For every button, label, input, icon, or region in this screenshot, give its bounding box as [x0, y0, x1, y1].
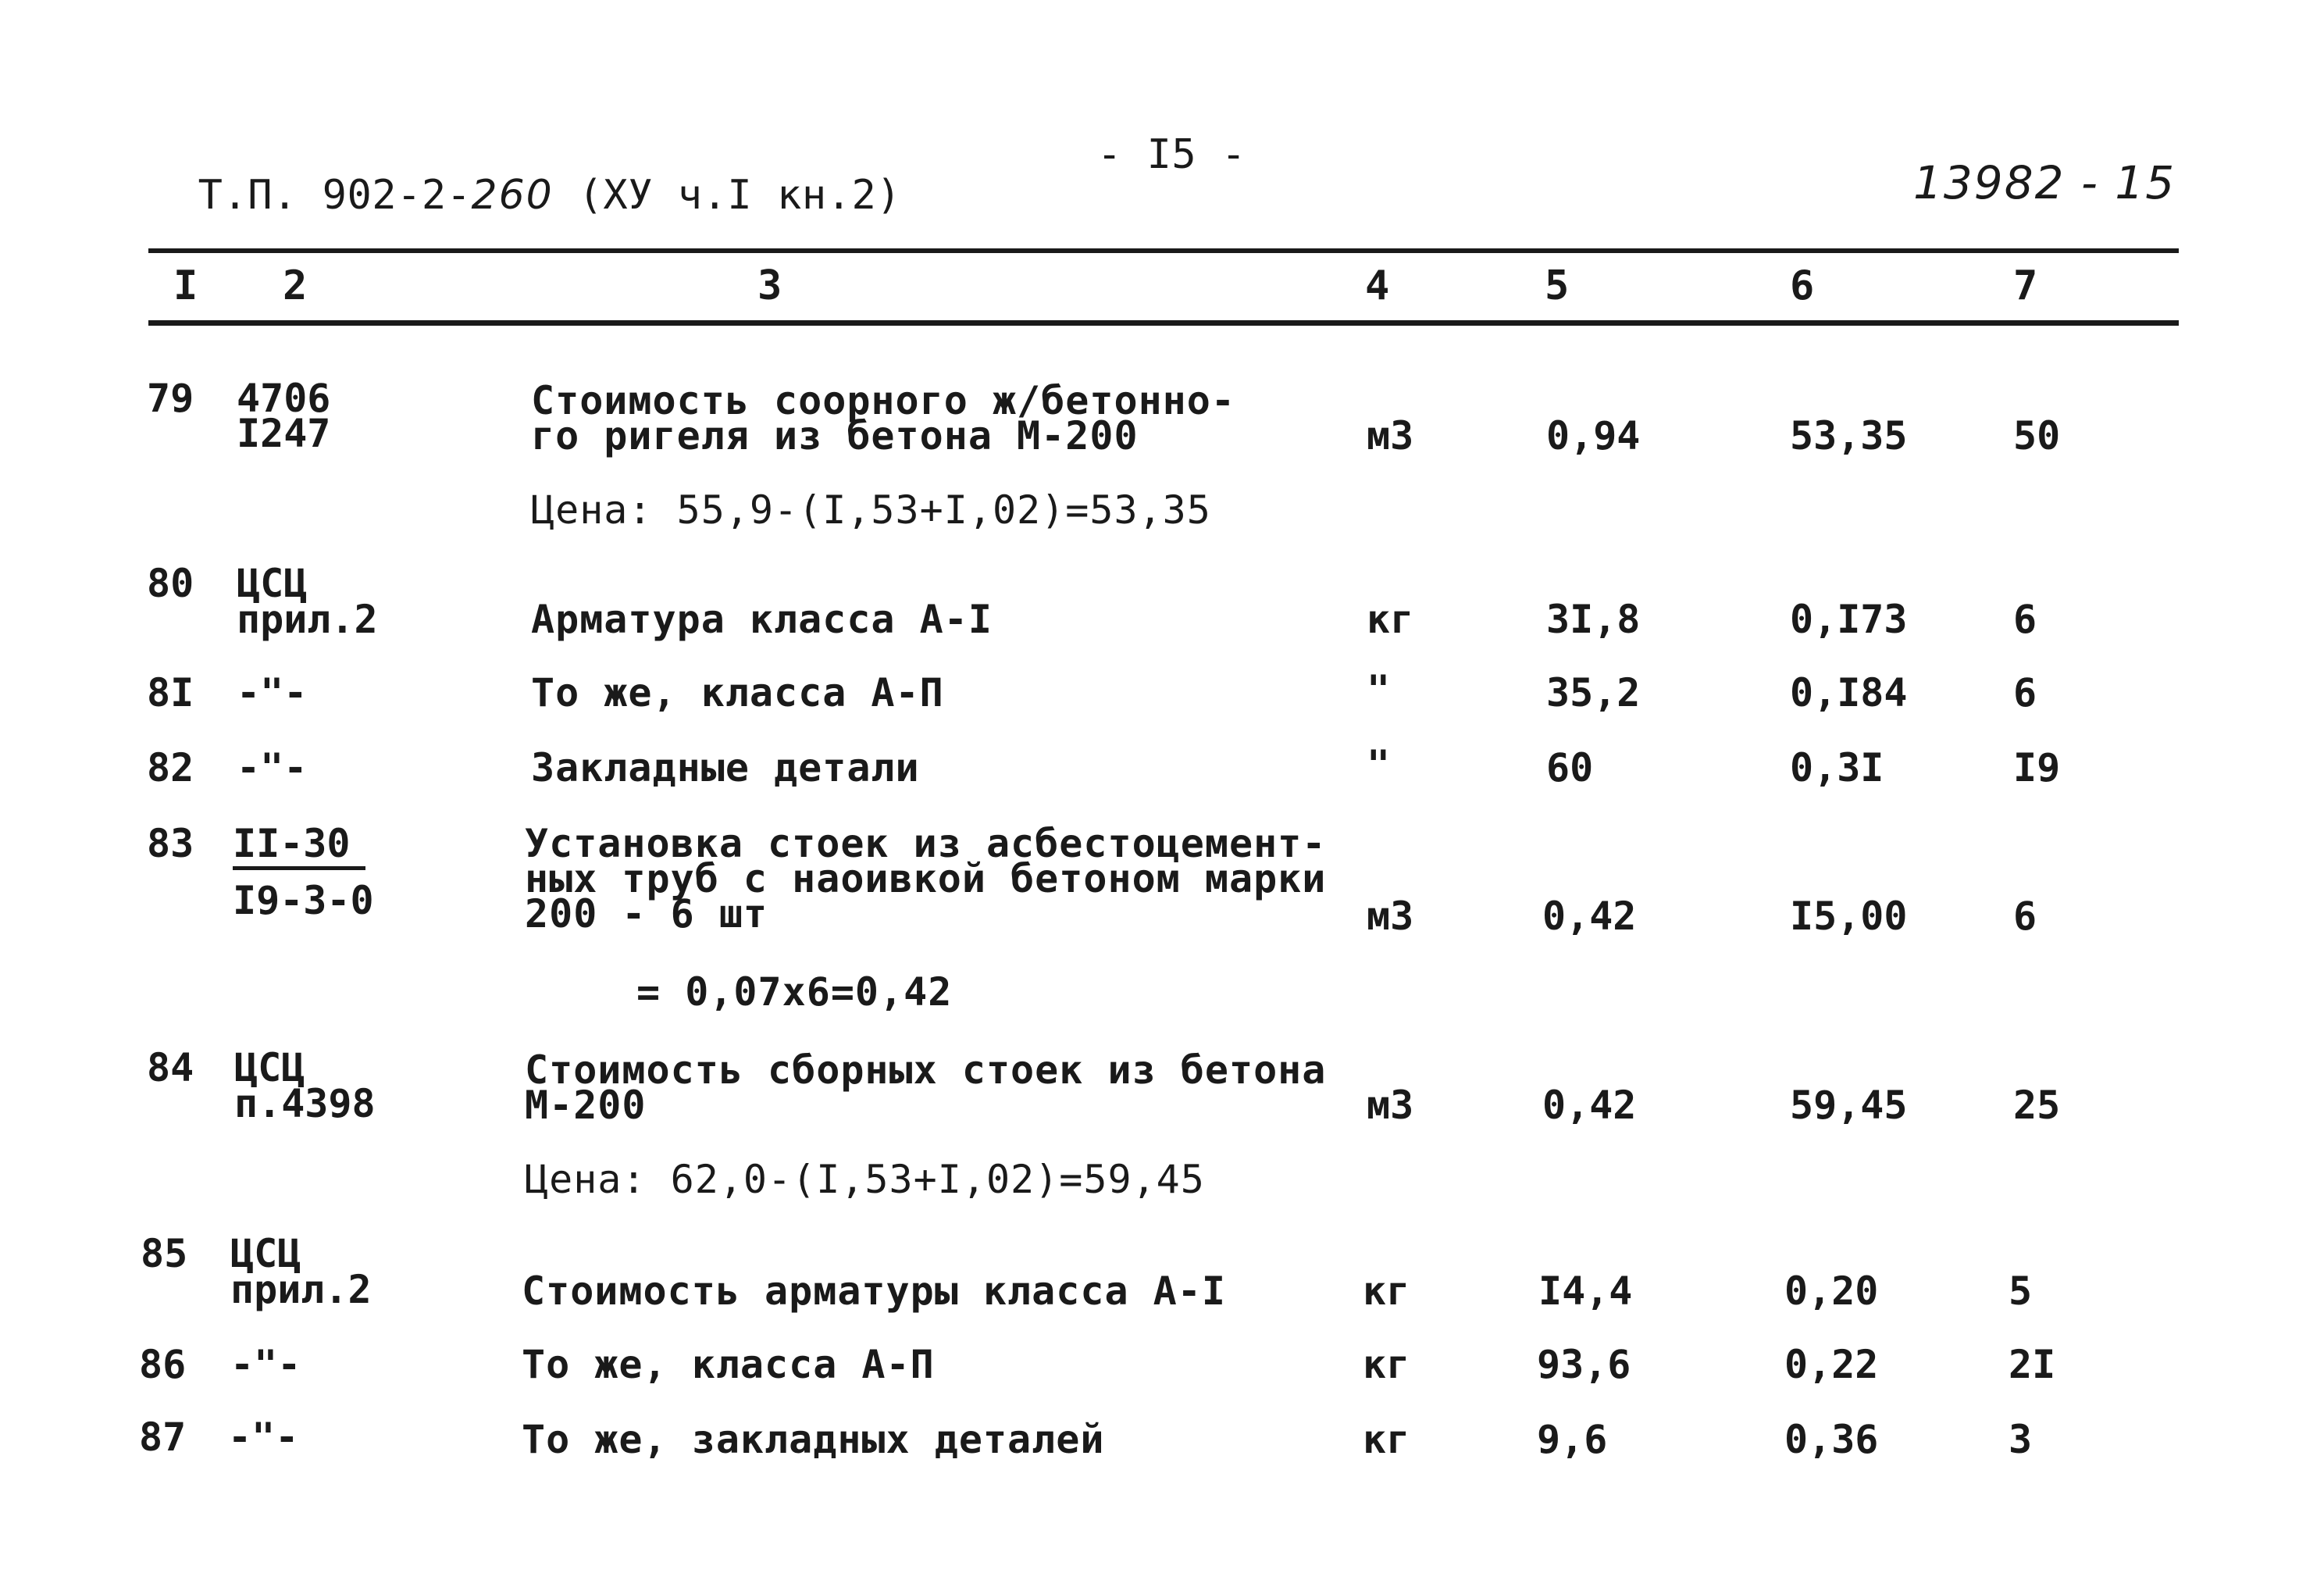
row-unit: м3	[1367, 1083, 1414, 1128]
row-total: 6	[2013, 894, 2037, 939]
row-total: 5	[2009, 1268, 2033, 1314]
col-header-7: 7	[2013, 262, 2038, 309]
row-description: Стоимость арматуры класса А-I	[522, 1268, 1226, 1314]
row-unit: "	[1367, 742, 1391, 787]
row-number: 82	[147, 745, 194, 790]
row-price: 59,45	[1790, 1083, 1908, 1128]
row-total: 2I	[2009, 1342, 2056, 1387]
col-header-2: 2	[283, 262, 308, 309]
row-number: 80	[147, 561, 194, 606]
document-code-suffix: (ХУ ч.I кн.2)	[578, 172, 902, 219]
row-quantity: 0,94	[1546, 413, 1641, 458]
row-description: 200 - 6 шт	[525, 891, 768, 937]
row-description: То же, класса А-П	[522, 1342, 935, 1387]
row-number: 87	[139, 1415, 187, 1460]
row-total: 3	[2009, 1417, 2033, 1462]
row-note: = 0,07х6=0,42	[636, 969, 953, 1015]
col-header-6: 6	[1790, 262, 1815, 309]
row-description: Стоимость сборных стоек из бетона	[525, 1047, 1327, 1093]
row-description: Стоимость соорного ж/бетонно-	[531, 378, 1235, 423]
row-description: го ригеля из бетона М-200	[531, 413, 1139, 458]
row-price: 0,22	[1784, 1342, 1879, 1387]
row-code: ЦСЦ	[234, 1045, 305, 1090]
row-price: 0,3I	[1790, 745, 1884, 790]
row-price: 0,I84	[1790, 670, 1908, 715]
row-price: 0,36	[1784, 1417, 1879, 1462]
row-unit: "	[1367, 667, 1391, 712]
col-header-3: 3	[757, 262, 782, 309]
row-price: 0,I73	[1790, 597, 1908, 642]
row-number: 83	[147, 821, 194, 866]
row-code: I247	[237, 411, 331, 456]
row-total: 25	[2013, 1083, 2061, 1128]
col-header-4: 4	[1365, 262, 1390, 309]
row-total: I9	[2013, 745, 2061, 790]
row-code-fraction-bottom: I9-3-0	[233, 878, 374, 923]
row-unit: кг	[1367, 597, 1414, 642]
document-code-prefix: Т.П. 902-2-	[198, 172, 472, 219]
row-code: ЦСЦ	[237, 561, 308, 606]
row-description: То же, закладных деталей	[522, 1417, 1105, 1462]
row-quantity: 0,42	[1542, 894, 1637, 939]
row-total: 6	[2013, 670, 2037, 715]
row-code: -"-	[228, 1415, 299, 1460]
row-code: прил.2	[230, 1267, 372, 1312]
row-unit: кг	[1363, 1268, 1410, 1314]
row-code: прил.2	[237, 597, 378, 642]
row-unit: м3	[1367, 413, 1414, 458]
header-bottom-rule	[148, 320, 2179, 326]
row-code: 4706	[237, 376, 331, 421]
row-code: -"-	[230, 1342, 301, 1387]
row-note: Цена: 55,9-(I,53+I,02)=53,35	[531, 487, 1211, 533]
row-quantity: 60	[1546, 745, 1594, 790]
row-code: ЦСЦ	[230, 1231, 301, 1276]
row-code: -"-	[237, 745, 308, 790]
col-header-1: I	[173, 262, 198, 309]
row-quantity: 3I,8	[1546, 597, 1641, 642]
row-number: 8I	[147, 670, 194, 715]
row-number: 86	[139, 1342, 187, 1387]
row-description: ных труб с наоивкой бетоном марки	[525, 856, 1327, 901]
row-unit: кг	[1363, 1417, 1410, 1462]
row-number: 85	[141, 1231, 188, 1276]
row-total: 6	[2013, 597, 2037, 642]
row-total: 50	[2013, 413, 2061, 458]
row-price: I5,00	[1790, 894, 1908, 939]
row-quantity: I4,4	[1538, 1268, 1633, 1314]
row-price: 53,35	[1790, 413, 1908, 458]
row-unit: м3	[1367, 894, 1414, 939]
row-number: 84	[147, 1045, 194, 1090]
row-quantity: 9,6	[1537, 1417, 1608, 1462]
top-rule	[148, 248, 2179, 253]
row-quantity: 93,6	[1537, 1342, 1631, 1387]
col-header-5: 5	[1545, 262, 1570, 309]
row-description: То же, класса А-П	[531, 670, 944, 715]
document-code	[148, 134, 902, 219]
row-description: Арматура класса А-I	[531, 597, 993, 642]
row-price: 0,20	[1784, 1268, 1879, 1314]
row-unit: кг	[1363, 1342, 1410, 1387]
row-code: п.4398	[234, 1081, 376, 1126]
row-code: -"-	[237, 670, 308, 715]
row-code-fraction-top: II-30	[233, 824, 365, 870]
row-description: М-200	[525, 1083, 647, 1128]
row-description: Установка стоек из асбестоцемент-	[525, 821, 1327, 866]
row-quantity: 0,42	[1542, 1083, 1637, 1128]
row-number: 79	[147, 376, 194, 421]
sheet-number: 13982 - 15	[1913, 156, 2176, 209]
page-number: - I5 -	[1097, 131, 1246, 178]
document-code-handwritten: 260	[471, 172, 554, 219]
row-description: Закладные детали	[531, 745, 920, 790]
row-note: Цена: 62,0-(I,53+I,02)=59,45	[525, 1157, 1205, 1202]
row-quantity: 35,2	[1546, 670, 1641, 715]
